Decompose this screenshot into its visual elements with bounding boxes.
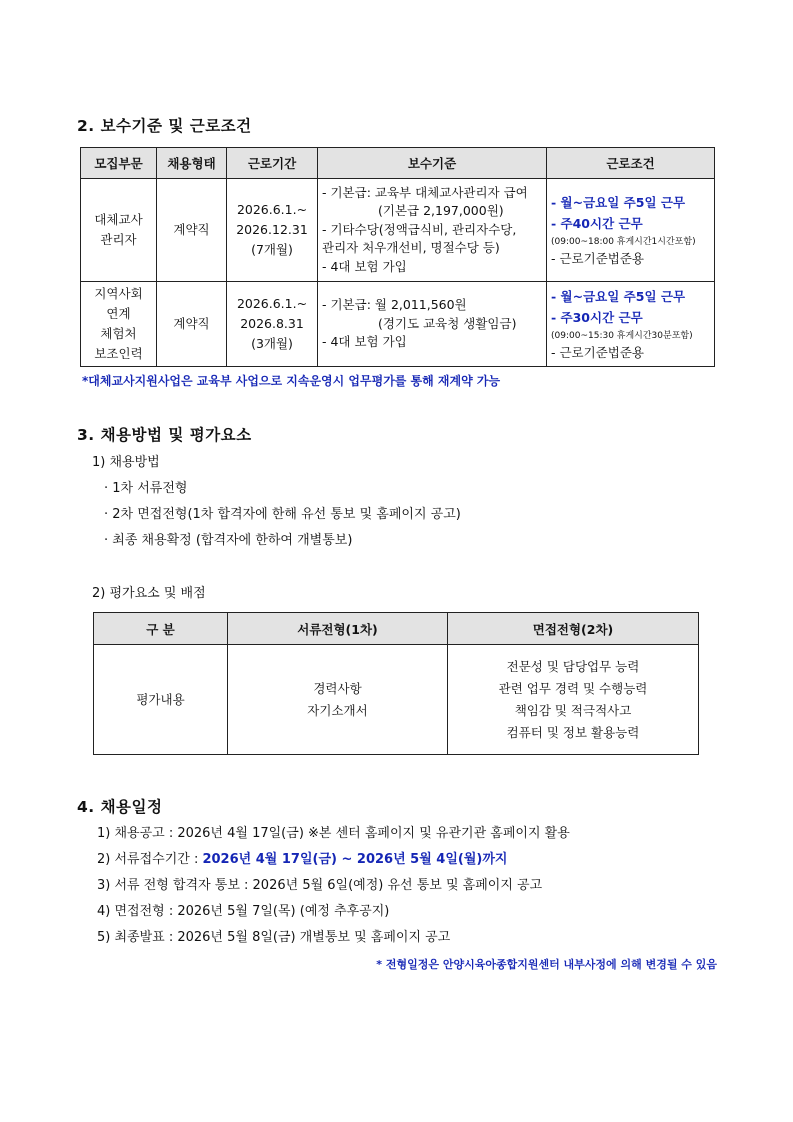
section-4-title: 4. 채용일정 bbox=[77, 798, 163, 816]
pay-text: - 기본급: 월 2,011,560원 bbox=[322, 297, 467, 313]
header-document: 서류전형(1차) bbox=[228, 613, 448, 645]
period-text: 2026.8.31 bbox=[240, 316, 304, 331]
dept-cell bbox=[81, 282, 157, 367]
period-text: 2026.6.1.~ bbox=[236, 296, 308, 311]
list-item: · 2차 면접전형(1차 합격자에 한해 유선 통보 및 홈페이지 공고) bbox=[104, 507, 461, 522]
header-dept: 모집부문 bbox=[81, 148, 157, 179]
table-row bbox=[81, 179, 715, 282]
condition-hours: - 주30시간 근무 bbox=[551, 309, 643, 325]
schedule-item: 3) 서류 전형 합격자 통보 : 2026년 5월 6일(예정) 유선 통보 및 홈페이지 공고 bbox=[97, 878, 543, 893]
interview-criteria bbox=[448, 645, 699, 755]
row-label: 평가내용 bbox=[94, 645, 228, 755]
criteria-text: 관련 업무 경력 및 수행능력 bbox=[498, 680, 648, 696]
period-text: 2026.6.1.~ bbox=[236, 202, 308, 217]
section-3-title: 3. 채용방법 및 평가요소 bbox=[77, 426, 252, 444]
pay-text: - 4대 보험 가입 bbox=[322, 334, 407, 350]
list-item: · 1차 서류전형 bbox=[104, 481, 188, 496]
pay-text: - 기본급: 교육부 대체교사관리자 급여 bbox=[322, 184, 528, 200]
schedule-item bbox=[97, 848, 507, 867]
pay-text: - 4대 보험 가입 bbox=[322, 258, 407, 274]
condition-law: - 근로기준법준용 bbox=[551, 250, 645, 266]
condition-hours: - 주40시간 근무 bbox=[551, 215, 643, 231]
schedule-item: 1) 채용공고 : 2026년 4월 17일(금) ※본 센터 홈페이지 및 유관기관 홈페이지 활용 bbox=[97, 826, 570, 841]
header-type: 채용형태 bbox=[157, 148, 227, 179]
condition-days: - 월~금요일 주5일 근무 bbox=[551, 194, 686, 210]
pay-cell bbox=[318, 179, 547, 282]
condition-note: (09:00~18:00 휴게시간1시간포함) bbox=[551, 236, 696, 247]
criteria-text: 책임감 및 적극적사고 bbox=[514, 702, 632, 718]
condition-law: - 근로기준법준용 bbox=[551, 344, 645, 360]
pay-text: (기본급 2,197,000원) bbox=[378, 203, 504, 219]
pay-conditions-table bbox=[80, 147, 715, 367]
dept-text: 보조인력 bbox=[94, 346, 143, 361]
pay-text: (경기도 교육청 생활임금) bbox=[378, 315, 517, 331]
type-cell: 계약직 bbox=[157, 179, 227, 282]
period-text: 2026.12.31 bbox=[236, 222, 308, 237]
criteria-text: 전문성 및 담당업무 능력 bbox=[506, 658, 640, 674]
document-criteria bbox=[228, 645, 448, 755]
dept-cell bbox=[81, 179, 157, 282]
table-row bbox=[81, 282, 715, 367]
table-header-row bbox=[94, 613, 699, 645]
period-cell bbox=[227, 282, 318, 367]
pay-text: - 기타수당(정액급식비, 관리자수당, bbox=[322, 221, 517, 237]
section-2-footnote: *대체교사지원사업은 교육부 사업으로 지속운영시 업무평가를 통해 재계약 가능 bbox=[82, 374, 501, 388]
header-period: 근로기간 bbox=[227, 148, 318, 179]
pay-cell bbox=[318, 282, 547, 367]
criteria-text: 경력사항 bbox=[313, 680, 362, 696]
condition-days: - 월~금요일 주5일 근무 bbox=[551, 288, 686, 304]
section-2-title: 2. 보수기준 및 근로조건 bbox=[77, 117, 252, 135]
table-row bbox=[94, 645, 699, 755]
type-cell: 계약직 bbox=[157, 282, 227, 367]
dept-text: 지역사회 bbox=[94, 286, 143, 301]
period-cell bbox=[227, 179, 318, 282]
evaluation-table bbox=[93, 612, 699, 755]
conditions-cell bbox=[547, 179, 715, 282]
header-pay: 보수기준 bbox=[318, 148, 547, 179]
header-conditions: 근로조건 bbox=[547, 148, 715, 179]
header-interview: 면접전형(2차) bbox=[448, 613, 699, 645]
application-period: 2026년 4월 17일(금) ~ 2026년 5월 4일(월)까지 bbox=[202, 852, 508, 867]
period-text: (3개월) bbox=[251, 336, 293, 351]
hiring-method-subtitle: 1) 채용방법 bbox=[92, 455, 160, 470]
dept-text: 대체교사 bbox=[94, 212, 143, 227]
header-category: 구 분 bbox=[94, 613, 228, 645]
dept-text: 연계 bbox=[106, 306, 131, 321]
schedule-note: * 전형일정은 안양시육아종합지원센터 내부사정에 의해 변경될 수 있음 bbox=[376, 958, 717, 971]
condition-note: (09:00~15:30 휴게시간30분포함) bbox=[551, 330, 693, 341]
evaluation-subtitle: 2) 평가요소 및 배점 bbox=[92, 586, 206, 601]
schedule-item: 4) 면접전형 : 2026년 5월 7일(목) (예정 추후공지) bbox=[97, 904, 390, 919]
schedule-item: 5) 최종발표 : 2026년 5월 8일(금) 개별통보 및 홈페이지 공고 bbox=[97, 930, 451, 945]
table-header-row bbox=[81, 148, 715, 179]
criteria-text: 컴퓨터 및 정보 활용능력 bbox=[506, 724, 640, 740]
dept-text: 체험처 bbox=[100, 326, 137, 341]
list-item: · 최종 채용확정 (합격자에 한하여 개별통보) bbox=[104, 533, 353, 548]
period-text: (7개월) bbox=[251, 242, 293, 257]
schedule-item-label: 2) 서류접수기간 : bbox=[97, 852, 203, 867]
pay-text: 관리자 처우개선비, 명절수당 등) bbox=[322, 240, 500, 256]
conditions-cell bbox=[547, 282, 715, 367]
dept-text: 관리자 bbox=[100, 232, 137, 247]
criteria-text: 자기소개서 bbox=[307, 702, 368, 718]
